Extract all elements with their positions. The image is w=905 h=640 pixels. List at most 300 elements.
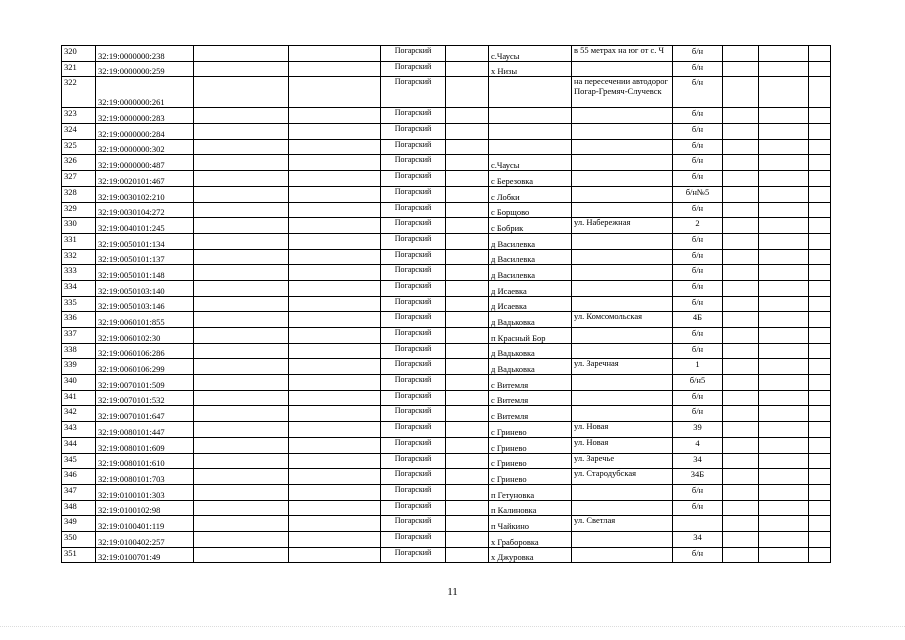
settlement-cell: д Вадьковка <box>489 312 572 328</box>
empty-cell <box>289 139 381 155</box>
empty-cell <box>194 484 289 500</box>
settlement-cell: п Чайкино <box>489 516 572 532</box>
district-cell: Погарский <box>381 328 446 344</box>
empty-cell <box>759 406 809 422</box>
empty-cell <box>759 46 809 62</box>
settlement-cell <box>489 124 572 140</box>
row-number-cell: 338 <box>62 343 96 359</box>
empty-cell <box>809 484 831 500</box>
empty-cell <box>194 171 289 187</box>
house-number-cell: б/н <box>673 280 723 296</box>
empty-cell <box>723 312 759 328</box>
cadastral-number-cell: 32:19:0070101:509 <box>96 375 194 391</box>
empty-cell <box>194 547 289 563</box>
empty-cell <box>289 218 381 234</box>
table-row <box>62 531 831 547</box>
empty-cell <box>809 171 831 187</box>
empty-cell <box>723 359 759 375</box>
empty-cell <box>194 233 289 249</box>
house-number-cell: 4Б <box>673 312 723 328</box>
empty-cell <box>723 108 759 124</box>
empty-cell <box>446 171 489 187</box>
register-table <box>61 45 831 563</box>
empty-cell <box>759 233 809 249</box>
row-number-cell: 340 <box>62 375 96 391</box>
empty-cell <box>759 296 809 312</box>
settlement-cell: п Гетуновка <box>489 484 572 500</box>
empty-cell <box>289 155 381 171</box>
house-number-cell: б/н <box>673 46 723 62</box>
house-number-cell: 34 <box>673 453 723 469</box>
cadastral-number-cell: 32:19:0100101:303 <box>96 484 194 500</box>
table-row <box>62 328 831 344</box>
empty-cell <box>809 61 831 77</box>
cadastral-number-cell: 32:19:0100102:98 <box>96 500 194 516</box>
house-number-cell: б/н <box>673 265 723 281</box>
row-number-cell: 336 <box>62 312 96 328</box>
empty-cell <box>809 469 831 485</box>
row-number-cell: 330 <box>62 218 96 234</box>
settlement-cell: х Джуровка <box>489 547 572 563</box>
house-number-cell: б/н <box>673 500 723 516</box>
row-number-cell: 350 <box>62 531 96 547</box>
empty-cell <box>809 296 831 312</box>
empty-cell <box>446 77 489 108</box>
empty-cell <box>446 328 489 344</box>
empty-cell <box>446 500 489 516</box>
settlement-cell: с Березовка <box>489 171 572 187</box>
district-cell: Погарский <box>381 296 446 312</box>
cadastral-number-cell: 32:19:0100701:49 <box>96 547 194 563</box>
empty-cell <box>289 437 381 453</box>
row-number-cell: 328 <box>62 186 96 202</box>
cadastral-number-cell: 32:19:0060106:299 <box>96 359 194 375</box>
empty-cell <box>723 296 759 312</box>
empty-cell <box>289 77 381 108</box>
empty-cell <box>446 469 489 485</box>
settlement-cell: д Василевка <box>489 265 572 281</box>
street-cell <box>572 390 673 406</box>
empty-cell <box>289 375 381 391</box>
empty-cell <box>723 280 759 296</box>
table-row <box>62 437 831 453</box>
street-cell: в 55 метрах на юг от с. Ч <box>572 46 673 62</box>
table-row <box>62 296 831 312</box>
cadastral-number-cell: 32:19:0000000:283 <box>96 108 194 124</box>
house-number-cell <box>673 516 723 532</box>
empty-cell <box>809 249 831 265</box>
house-number-cell: б/н <box>673 108 723 124</box>
row-number-cell: 331 <box>62 233 96 249</box>
empty-cell <box>446 296 489 312</box>
house-number-cell: б/н <box>673 484 723 500</box>
district-cell: Погарский <box>381 375 446 391</box>
street-cell <box>572 202 673 218</box>
cadastral-number-cell: 32:19:0030104:272 <box>96 202 194 218</box>
row-number-cell: 325 <box>62 139 96 155</box>
table-row <box>62 46 831 62</box>
empty-cell <box>289 422 381 438</box>
settlement-cell: х Низы <box>489 61 572 77</box>
empty-cell <box>723 77 759 108</box>
empty-cell <box>809 265 831 281</box>
district-cell: Погарский <box>381 202 446 218</box>
street-cell <box>572 280 673 296</box>
empty-cell <box>723 453 759 469</box>
district-cell: Погарский <box>381 155 446 171</box>
house-number-cell: 39 <box>673 422 723 438</box>
street-cell: на пересечении автодорог Погар-Гремяч-Случевск <box>572 77 673 108</box>
table-row <box>62 484 831 500</box>
table-row <box>62 139 831 155</box>
empty-cell <box>759 390 809 406</box>
table-row <box>62 171 831 187</box>
empty-cell <box>723 265 759 281</box>
district-cell: Погарский <box>381 469 446 485</box>
street-cell <box>572 186 673 202</box>
empty-cell <box>446 406 489 422</box>
settlement-cell: д Исаевка <box>489 280 572 296</box>
cadastral-number-cell: 32:19:0080101:609 <box>96 437 194 453</box>
empty-cell <box>759 218 809 234</box>
table-row <box>62 202 831 218</box>
house-number-cell: б/н <box>673 249 723 265</box>
district-cell: Погарский <box>381 186 446 202</box>
cadastral-number-cell: 32:19:0080101:610 <box>96 453 194 469</box>
empty-cell <box>446 233 489 249</box>
empty-cell <box>809 406 831 422</box>
empty-cell <box>723 124 759 140</box>
street-cell <box>572 328 673 344</box>
empty-cell <box>809 139 831 155</box>
settlement-cell: с Гринево <box>489 437 572 453</box>
empty-cell <box>446 61 489 77</box>
table-row <box>62 516 831 532</box>
empty-cell <box>446 124 489 140</box>
empty-cell <box>759 469 809 485</box>
empty-cell <box>446 155 489 171</box>
empty-cell <box>809 343 831 359</box>
row-number-cell: 324 <box>62 124 96 140</box>
empty-cell <box>809 46 831 62</box>
district-cell: Погарский <box>381 437 446 453</box>
table-row <box>62 124 831 140</box>
cadastral-number-cell: 32:19:0060106:286 <box>96 343 194 359</box>
table-row <box>62 155 831 171</box>
row-number-cell: 351 <box>62 547 96 563</box>
district-cell: Погарский <box>381 453 446 469</box>
cadastral-number-cell: 32:19:0070101:532 <box>96 390 194 406</box>
street-cell <box>572 155 673 171</box>
empty-cell <box>446 390 489 406</box>
empty-cell <box>723 233 759 249</box>
empty-cell <box>446 186 489 202</box>
street-cell <box>572 500 673 516</box>
empty-cell <box>194 328 289 344</box>
cadastral-number-cell: 32:19:0060102:30 <box>96 328 194 344</box>
house-number-cell: 2 <box>673 218 723 234</box>
district-cell: Погарский <box>381 484 446 500</box>
empty-cell <box>289 124 381 140</box>
row-number-cell: 326 <box>62 155 96 171</box>
empty-cell <box>194 155 289 171</box>
cadastral-number-cell: 32:19:0020101:467 <box>96 171 194 187</box>
house-number-cell: б/н <box>673 124 723 140</box>
empty-cell <box>289 186 381 202</box>
house-number-cell: б/н5 <box>673 375 723 391</box>
settlement-cell: п Калиновка <box>489 500 572 516</box>
empty-cell <box>809 312 831 328</box>
empty-cell <box>289 61 381 77</box>
row-number-cell: 320 <box>62 46 96 62</box>
house-number-cell: б/н <box>673 547 723 563</box>
row-number-cell: 337 <box>62 328 96 344</box>
empty-cell <box>759 375 809 391</box>
empty-cell <box>809 280 831 296</box>
street-cell <box>572 139 673 155</box>
empty-cell <box>759 500 809 516</box>
cadastral-number-cell: 32:19:0050101:137 <box>96 249 194 265</box>
cadastral-number-cell: 32:19:0000000:302 <box>96 139 194 155</box>
house-number-cell: б/н <box>673 343 723 359</box>
table-row <box>62 108 831 124</box>
empty-cell <box>809 547 831 563</box>
empty-cell <box>194 61 289 77</box>
empty-cell <box>289 390 381 406</box>
settlement-cell: с Витемля <box>489 406 572 422</box>
row-number-cell: 345 <box>62 453 96 469</box>
empty-cell <box>194 453 289 469</box>
empty-cell <box>759 312 809 328</box>
row-number-cell: 335 <box>62 296 96 312</box>
empty-cell <box>289 484 381 500</box>
house-number-cell: б/н <box>673 296 723 312</box>
street-cell <box>572 249 673 265</box>
empty-cell <box>446 202 489 218</box>
empty-cell <box>809 124 831 140</box>
settlement-cell: с.Чаусы <box>489 155 572 171</box>
district-cell: Погарский <box>381 406 446 422</box>
house-number-cell: б/н№5 <box>673 186 723 202</box>
empty-cell <box>446 437 489 453</box>
cadastral-number-cell: 32:19:0100402:257 <box>96 531 194 547</box>
district-cell: Погарский <box>381 265 446 281</box>
house-number-cell: б/н <box>673 155 723 171</box>
empty-cell <box>446 108 489 124</box>
row-number-cell: 342 <box>62 406 96 422</box>
empty-cell <box>723 139 759 155</box>
table-row <box>62 312 831 328</box>
empty-cell <box>289 453 381 469</box>
empty-cell <box>289 202 381 218</box>
house-number-cell: б/н <box>673 77 723 108</box>
empty-cell <box>723 171 759 187</box>
settlement-cell: с Бобрик <box>489 218 572 234</box>
table-row <box>62 77 831 108</box>
empty-cell <box>809 108 831 124</box>
empty-cell <box>723 547 759 563</box>
street-cell <box>572 531 673 547</box>
house-number-cell: 34Б <box>673 469 723 485</box>
empty-cell <box>289 547 381 563</box>
row-number-cell: 332 <box>62 249 96 265</box>
empty-cell <box>723 186 759 202</box>
settlement-cell: с Витемля <box>489 390 572 406</box>
district-cell: Погарский <box>381 343 446 359</box>
district-cell: Погарский <box>381 390 446 406</box>
street-cell <box>572 343 673 359</box>
empty-cell <box>194 265 289 281</box>
empty-cell <box>809 328 831 344</box>
empty-cell <box>446 375 489 391</box>
settlement-cell: с Гринево <box>489 469 572 485</box>
house-number-cell: б/н <box>673 328 723 344</box>
empty-cell <box>723 249 759 265</box>
empty-cell <box>194 469 289 485</box>
empty-cell <box>194 422 289 438</box>
row-number-cell: 334 <box>62 280 96 296</box>
house-number-cell: б/н <box>673 61 723 77</box>
empty-cell <box>723 500 759 516</box>
house-number-cell: 34 <box>673 531 723 547</box>
empty-cell <box>809 359 831 375</box>
district-cell: Погарский <box>381 249 446 265</box>
empty-cell <box>723 328 759 344</box>
empty-cell <box>759 328 809 344</box>
empty-cell <box>289 46 381 62</box>
empty-cell <box>289 280 381 296</box>
empty-cell <box>446 46 489 62</box>
empty-cell <box>289 500 381 516</box>
empty-cell <box>194 406 289 422</box>
scan-edge-noise <box>0 626 905 629</box>
empty-cell <box>289 108 381 124</box>
empty-cell <box>759 108 809 124</box>
settlement-cell <box>489 108 572 124</box>
settlement-cell: с.Чаусы <box>489 46 572 62</box>
page-number: 11 <box>447 586 458 598</box>
empty-cell <box>289 296 381 312</box>
empty-cell <box>446 265 489 281</box>
empty-cell <box>446 280 489 296</box>
street-cell <box>572 265 673 281</box>
empty-cell <box>194 375 289 391</box>
empty-cell <box>194 46 289 62</box>
street-cell: ул. Новая <box>572 422 673 438</box>
empty-cell <box>759 422 809 438</box>
table-row <box>62 218 831 234</box>
district-cell: Погарский <box>381 171 446 187</box>
settlement-cell: с Гринево <box>489 453 572 469</box>
empty-cell <box>759 280 809 296</box>
empty-cell <box>289 516 381 532</box>
empty-cell <box>194 218 289 234</box>
house-number-cell: 4 <box>673 437 723 453</box>
empty-cell <box>759 249 809 265</box>
empty-cell <box>809 437 831 453</box>
district-cell: Погарский <box>381 516 446 532</box>
empty-cell <box>723 484 759 500</box>
house-number-cell: б/н <box>673 390 723 406</box>
empty-cell <box>194 500 289 516</box>
table-row <box>62 375 831 391</box>
settlement-cell <box>489 77 572 108</box>
empty-cell <box>289 249 381 265</box>
empty-cell <box>194 516 289 532</box>
empty-cell <box>809 500 831 516</box>
empty-cell <box>723 343 759 359</box>
table-row <box>62 280 831 296</box>
settlement-cell: с Гринево <box>489 422 572 438</box>
empty-cell <box>723 61 759 77</box>
empty-cell <box>446 422 489 438</box>
empty-cell <box>194 437 289 453</box>
street-cell: ул. Светлая <box>572 516 673 532</box>
empty-cell <box>723 155 759 171</box>
table-row <box>62 406 831 422</box>
table-row <box>62 547 831 563</box>
cadastral-number-cell: 32:19:0050103:140 <box>96 280 194 296</box>
settlement-cell: с Лобки <box>489 186 572 202</box>
empty-cell <box>809 202 831 218</box>
empty-cell <box>194 124 289 140</box>
street-cell <box>572 406 673 422</box>
empty-cell <box>446 139 489 155</box>
cadastral-number-cell: 32:19:0050103:146 <box>96 296 194 312</box>
empty-cell <box>809 453 831 469</box>
row-number-cell: 333 <box>62 265 96 281</box>
empty-cell <box>759 343 809 359</box>
empty-cell <box>759 531 809 547</box>
cadastral-number-cell: 32:19:0100401:119 <box>96 516 194 532</box>
empty-cell <box>194 343 289 359</box>
empty-cell <box>723 202 759 218</box>
street-cell <box>572 124 673 140</box>
empty-cell <box>446 453 489 469</box>
empty-cell <box>194 249 289 265</box>
empty-cell <box>759 61 809 77</box>
street-cell: ул. Стародубская <box>572 469 673 485</box>
row-number-cell: 327 <box>62 171 96 187</box>
cadastral-number-cell: 32:19:0040101:245 <box>96 218 194 234</box>
row-number-cell: 341 <box>62 390 96 406</box>
table-row <box>62 186 831 202</box>
cadastral-number-cell: 32:19:0030102:210 <box>96 186 194 202</box>
settlement-cell: х Граборовка <box>489 531 572 547</box>
empty-cell <box>446 531 489 547</box>
district-cell: Погарский <box>381 124 446 140</box>
empty-cell <box>759 155 809 171</box>
settlement-cell: д Василевка <box>489 233 572 249</box>
empty-cell <box>446 359 489 375</box>
house-number-cell: 1 <box>673 359 723 375</box>
street-cell: ул. Заречье <box>572 453 673 469</box>
empty-cell <box>723 422 759 438</box>
empty-cell <box>194 186 289 202</box>
empty-cell <box>723 46 759 62</box>
district-cell: Погарский <box>381 547 446 563</box>
settlement-cell: п Красный Бор <box>489 328 572 344</box>
settlement-cell: д Вадьковка <box>489 343 572 359</box>
empty-cell <box>446 484 489 500</box>
settlement-cell <box>489 139 572 155</box>
cadastral-number-cell: 32:19:0080101:703 <box>96 469 194 485</box>
district-cell: Погарский <box>381 359 446 375</box>
empty-cell <box>809 516 831 532</box>
empty-cell <box>194 139 289 155</box>
register-table-body <box>62 46 831 563</box>
district-cell: Погарский <box>381 139 446 155</box>
